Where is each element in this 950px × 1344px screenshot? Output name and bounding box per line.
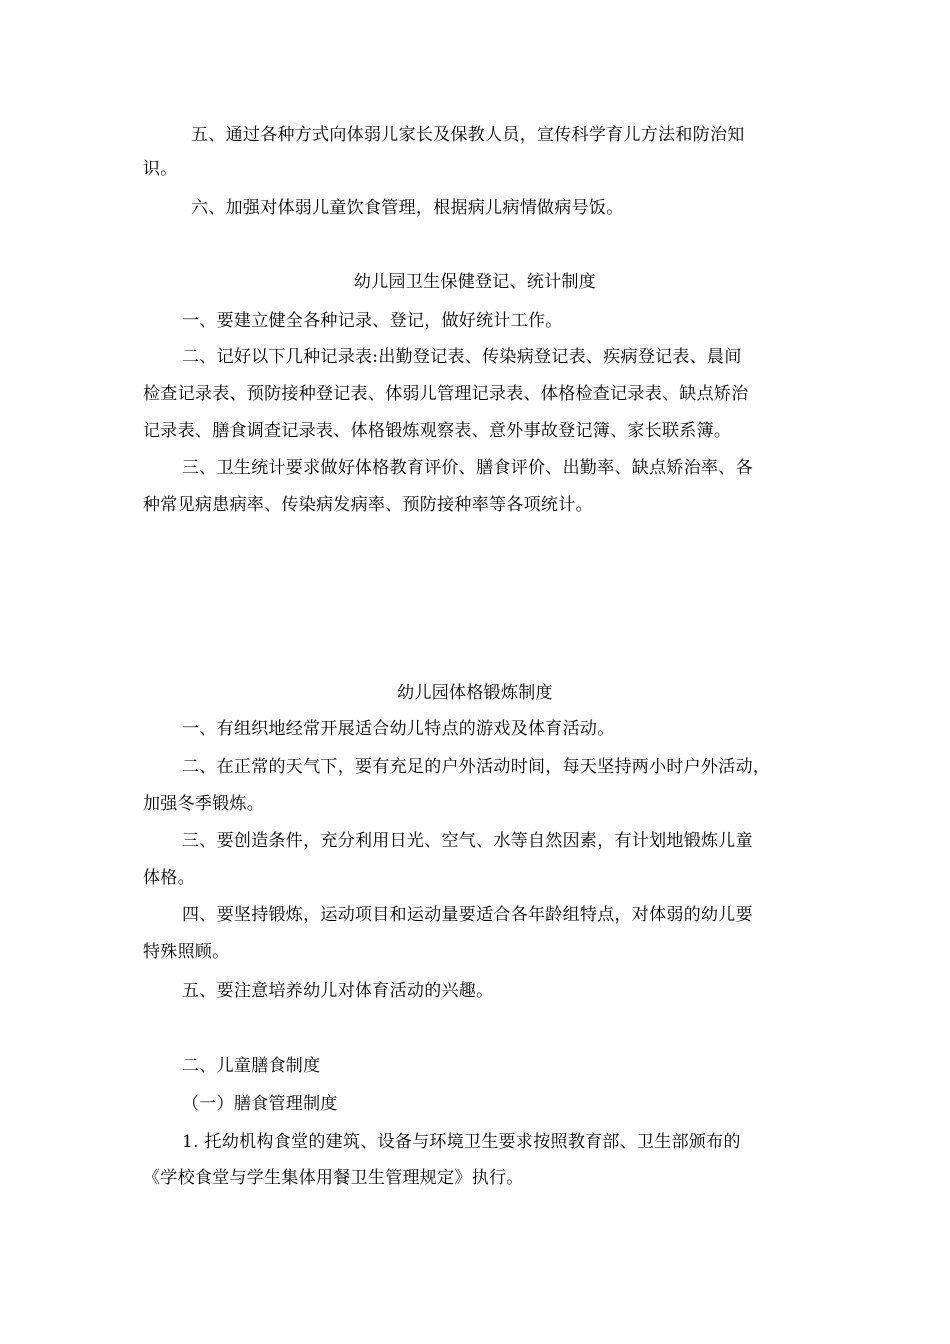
paragraph-line: 三、卫生统计要求做好体格教育评价、膳食评价、出勤率、缺点矫治率、各 xyxy=(182,458,753,478)
paragraph-line: 五、通过各种方式向体弱儿家长及保教人员，宣传科学育儿方法和防治知 xyxy=(191,125,745,145)
paragraph-line: 五、要注意培养幼儿对体育活动的兴趣。 xyxy=(182,981,494,1001)
paragraph-line: 记录表、膳食调查记录表、体格锻炼观察表、意外事故登记簿、家长联系簿。 xyxy=(143,421,732,441)
paragraph-line: 检查记录表、预防接种登记表、体弱儿管理记录表、体格检查记录表、缺点矫治 xyxy=(143,384,749,404)
paragraph-line: 特殊照顾。 xyxy=(143,942,230,962)
subsection-heading: （一）膳食管理制度 xyxy=(182,1094,338,1114)
section-title: 幼儿园体格锻炼制度 xyxy=(397,683,553,703)
section-title: 幼儿园卫生保健登记、统计制度 xyxy=(353,272,597,292)
paragraph-line: 三、要创造条件，充分利用日光、空气、水等自然因素，有计划地锻炼儿童 xyxy=(182,831,753,851)
paragraph-line: 体格。 xyxy=(143,868,195,888)
paragraph-line: 六、加强对体弱儿童饮食管理，根据病儿病情做病号饭。 xyxy=(191,198,624,218)
paragraph-line: 一、有组织地经常开展适合幼儿特点的游戏及体育活动。 xyxy=(182,719,615,739)
paragraph-line: 二、记好以下几种记录表:出勤登记表、传染病登记表、疾病登记表、晨间 xyxy=(182,347,742,367)
paragraph-line: 《学校食堂与学生集体用餐卫生管理规定》执行。 xyxy=(143,1168,524,1188)
section-heading: 二、儿童膳食制度 xyxy=(182,1056,321,1076)
paragraph-line: 四、要坚持锻炼，运动项目和运动量要适合各年龄组特点，对体弱的幼儿要 xyxy=(182,905,753,925)
paragraph-line: 加强冬季锻炼。 xyxy=(143,794,265,814)
paragraph-line: 1. 托幼机构食堂的建筑、设备与环境卫生要求按照教育部、卫生部颁布的 xyxy=(182,1132,741,1152)
paragraph-line: 一、要建立健全各种记录、登记，做好统计工作。 xyxy=(182,311,563,331)
paragraph-line: 识。 xyxy=(143,159,178,179)
paragraph-line: 种常见病患病率、传染病发病率、预防接种率等各项统计。 xyxy=(143,495,593,515)
paragraph-line: 二、在正常的天气下，要有充足的户外活动时间，每天坚持两小时户外活动， xyxy=(182,757,771,777)
